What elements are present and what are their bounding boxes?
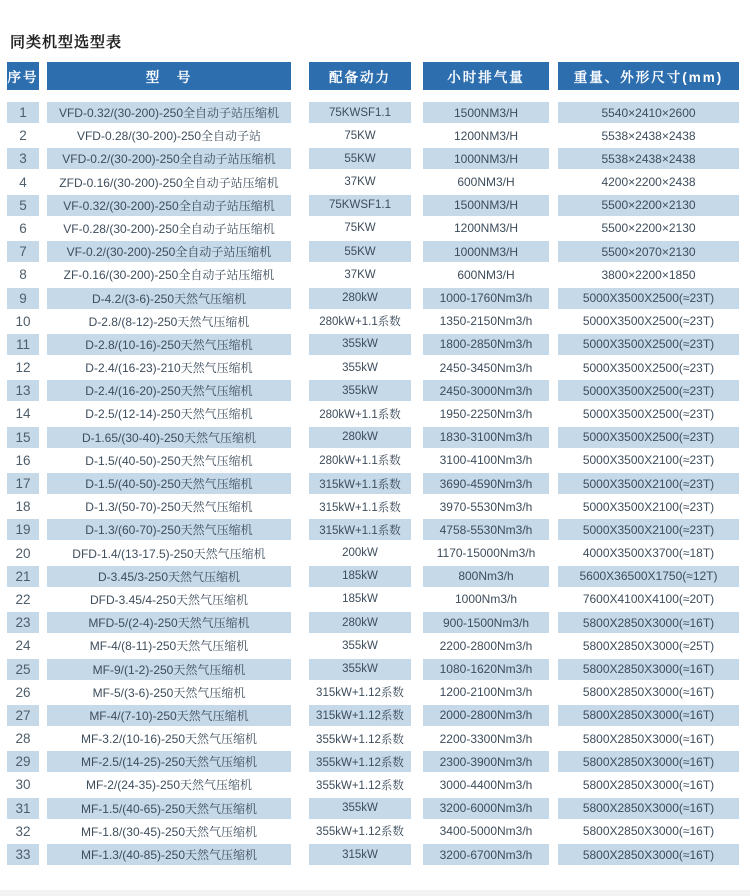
cell-flow: 1000NM3/H: [423, 148, 549, 169]
cell-model: MF-4/(7-10)-250天然气压缩机: [47, 705, 291, 726]
cell-serial: 7: [7, 241, 39, 262]
table-row: [7, 264, 739, 287]
cell-power: 355kW: [309, 798, 411, 819]
cell-dimensions: 5000X3500X2500(≈23T): [558, 311, 739, 332]
table-row: [7, 728, 739, 751]
table-row: [7, 751, 739, 774]
cell-power: 280kW+1.1系数: [309, 403, 411, 424]
page-bottom-edge: [0, 890, 750, 896]
cell-serial: 13: [7, 380, 39, 401]
cell-serial: 9: [7, 288, 39, 309]
cell-serial: 1: [7, 102, 39, 123]
cell-dimensions: 5800X2850X3000(≈16T): [558, 774, 739, 795]
cell-flow: 4758-5530Nm3/h: [423, 519, 549, 540]
column-header-flow: 小时排气量: [423, 62, 549, 90]
cell-flow: 3690-4590Nm3/h: [423, 473, 549, 494]
cell-power: 55KW: [309, 148, 411, 169]
cell-power: 75KWSF1.1: [309, 102, 411, 123]
cell-dimensions: 5500×2200×2130: [558, 195, 739, 216]
table-row: [7, 821, 739, 844]
cell-model: MF-1.5/(40-65)-250天然气压缩机: [47, 798, 291, 819]
cell-serial: 28: [7, 728, 39, 749]
cell-power: 315kW+1.12系数: [309, 682, 411, 703]
cell-serial: 26: [7, 682, 39, 703]
cell-dimensions: 5000X3500X2100(≈23T): [558, 496, 739, 517]
cell-flow: 1800-2850Nm3/h: [423, 334, 549, 355]
cell-power: 315kW+1.1系数: [309, 496, 411, 517]
table-row: [7, 125, 739, 148]
cell-dimensions: 3800×2200×1850: [558, 264, 739, 285]
cell-model: MF-4/(8-11)-250天然气压缩机: [47, 635, 291, 656]
cell-flow: 3200-6700Nm3/h: [423, 844, 549, 865]
cell-flow: 1000NM3/H: [423, 241, 549, 262]
cell-model: VF-0.32/(30-200)-250全自动子站压缩机: [47, 195, 291, 216]
table-row: [7, 357, 739, 380]
cell-dimensions: 5000X3500X2500(≈23T): [558, 357, 739, 378]
cell-power: 75KW: [309, 125, 411, 146]
cell-dimensions: 5000X3500X2500(≈23T): [558, 334, 739, 355]
cell-flow: 3100-4100Nm3/h: [423, 450, 549, 471]
cell-dimensions: 5000X3500X2100(≈23T): [558, 519, 739, 540]
column-header-power: 配备动力: [309, 62, 411, 90]
cell-dimensions: 5000X3500X2500(≈23T): [558, 427, 739, 448]
cell-flow: 1000-1760Nm3/h: [423, 288, 549, 309]
table-row: [7, 473, 739, 496]
cell-dimensions: 5800X2850X3000(≈16T): [558, 659, 739, 680]
cell-serial: 2: [7, 125, 39, 146]
cell-power: 355kW: [309, 635, 411, 656]
cell-model: D-3.45/3-250天然气压缩机: [47, 566, 291, 587]
cell-serial: 14: [7, 403, 39, 424]
column-header-model: 型 号: [47, 62, 291, 90]
cell-serial: 18: [7, 496, 39, 517]
table-row: [7, 612, 739, 635]
cell-flow: 1170-15000Nm3/h: [423, 543, 549, 564]
cell-serial: 15: [7, 427, 39, 448]
table-row: [7, 798, 739, 821]
cell-serial: 19: [7, 519, 39, 540]
cell-model: MF-3.2/(10-16)-250天然气压缩机: [47, 728, 291, 749]
cell-model: DFD-1.4/(13-17.5)-250天然气压缩机: [47, 543, 291, 564]
cell-power: 355kW: [309, 659, 411, 680]
cell-flow: 3200-6000Nm3/h: [423, 798, 549, 819]
cell-flow: 800Nm3/h: [423, 566, 549, 587]
cell-model: D-1.3/(50-70)-250天然气压缩机: [47, 496, 291, 517]
cell-power: 280kW: [309, 288, 411, 309]
cell-flow: 1080-1620Nm3/h: [423, 659, 549, 680]
cell-power: 280kW+1.1系数: [309, 450, 411, 471]
cell-power: 75KW: [309, 218, 411, 239]
cell-dimensions: 5500×2070×2130: [558, 241, 739, 262]
cell-dimensions: 5000X3500X2100(≈23T): [558, 450, 739, 471]
cell-dimensions: 5000X3500X2500(≈23T): [558, 288, 739, 309]
table-row: [7, 311, 739, 334]
cell-dimensions: 5538×2438×2438: [558, 125, 739, 146]
cell-dimensions: 5800X2850X3000(≈16T): [558, 728, 739, 749]
cell-serial: 16: [7, 450, 39, 471]
table-header-row: [7, 62, 739, 90]
cell-flow: 1830-3100Nm3/h: [423, 427, 549, 448]
table-row: [7, 635, 739, 658]
cell-model: D-1.5/(40-50)-250天然气压缩机: [47, 450, 291, 471]
table-row: [7, 566, 739, 589]
cell-power: 37KW: [309, 264, 411, 285]
cell-power: 280kW: [309, 427, 411, 448]
cell-power: 75KWSF1.1: [309, 195, 411, 216]
cell-serial: 10: [7, 311, 39, 332]
cell-flow: 1500NM3/H: [423, 102, 549, 123]
cell-power: 185kW: [309, 566, 411, 587]
table-row: [7, 427, 739, 450]
cell-power: 55KW: [309, 241, 411, 262]
cell-dimensions: 4200×2200×2438: [558, 172, 739, 193]
cell-flow: 600NM3/H: [423, 264, 549, 285]
cell-serial: 33: [7, 844, 39, 865]
cell-model: MF-5/(3-6)-250天然气压缩机: [47, 682, 291, 703]
cell-model: D-4.2/(3-6)-250天然气压缩机: [47, 288, 291, 309]
cell-flow: 1200NM3/H: [423, 125, 549, 146]
cell-dimensions: 5800X2850X3000(≈16T): [558, 798, 739, 819]
table-row: [7, 589, 739, 612]
cell-power: 200kW: [309, 543, 411, 564]
cell-serial: 25: [7, 659, 39, 680]
table-row: [7, 403, 739, 426]
cell-model: VFD-0.2/(30-200)-250全自动子站压缩机: [47, 148, 291, 169]
cell-dimensions: 5600X36500X1750(≈12T): [558, 566, 739, 587]
table-row: [7, 543, 739, 566]
cell-model: MF-1.8/(30-45)-250天然气压缩机: [47, 821, 291, 842]
cell-dimensions: 5800X2850X3000(≈25T): [558, 635, 739, 656]
cell-power: 355kW: [309, 334, 411, 355]
cell-serial: 6: [7, 218, 39, 239]
cell-model: ZF-0.16/(30-200)-250全自动子站压缩机: [47, 264, 291, 285]
cell-flow: 3000-4400Nm3/h: [423, 774, 549, 795]
cell-serial: 31: [7, 798, 39, 819]
cell-power: 355kW+1.12系数: [309, 728, 411, 749]
table-row: [7, 450, 739, 473]
cell-serial: 22: [7, 589, 39, 610]
cell-power: 355kW+1.12系数: [309, 774, 411, 795]
cell-dimensions: 5800X2850X3000(≈16T): [558, 612, 739, 633]
table-row: [7, 172, 739, 195]
cell-flow: 3400-5000Nm3/h: [423, 821, 549, 842]
cell-serial: 8: [7, 264, 39, 285]
cell-serial: 3: [7, 148, 39, 169]
table-row: [7, 195, 739, 218]
cell-power: 355kW: [309, 357, 411, 378]
table-row: [7, 844, 739, 867]
table-row: [7, 496, 739, 519]
cell-power: 280kW: [309, 612, 411, 633]
cell-serial: 11: [7, 334, 39, 355]
cell-model: D-2.4/(16-23)-210天然气压缩机: [47, 357, 291, 378]
cell-dimensions: 5538×2438×2438: [558, 148, 739, 169]
cell-model: D-1.65/(30-40)-250天然气压缩机: [47, 427, 291, 448]
cell-model: D-1.5/(40-50)-250天然气压缩机: [47, 473, 291, 494]
cell-serial: 32: [7, 821, 39, 842]
cell-flow: 1950-2250Nm3/h: [423, 403, 549, 424]
cell-serial: 23: [7, 612, 39, 633]
cell-model: MFD-5/(2-4)-250天然气压缩机: [47, 612, 291, 633]
cell-flow: 2000-2800Nm3/h: [423, 705, 549, 726]
cell-model: VFD-0.28/(30-200)-250全自动子站: [47, 125, 291, 146]
cell-flow: 2300-3900Nm3/h: [423, 751, 549, 772]
table-row: [7, 288, 739, 311]
cell-flow: 1200NM3/H: [423, 218, 549, 239]
cell-power: 315kW+1.1系数: [309, 519, 411, 540]
column-header-serial: 序号: [7, 62, 39, 90]
cell-serial: 20: [7, 543, 39, 564]
cell-model: MF-9/(1-2)-250天然气压缩机: [47, 659, 291, 680]
table-row: [7, 682, 739, 705]
table-row: [7, 380, 739, 403]
cell-power: 280kW+1.1系数: [309, 311, 411, 332]
cell-model: DFD-3.45/4-250天然气压缩机: [47, 589, 291, 610]
cell-flow: 900-1500Nm3/h: [423, 612, 549, 633]
cell-power: 37KW: [309, 172, 411, 193]
cell-serial: 27: [7, 705, 39, 726]
cell-flow: 3970-5530Nm3/h: [423, 496, 549, 517]
cell-dimensions: 5000X3500X2100(≈23T): [558, 473, 739, 494]
cell-dimensions: 5540×2410×2600: [558, 102, 739, 123]
cell-dimensions: 5000X3500X2500(≈23T): [558, 380, 739, 401]
cell-model: VF-0.2/(30-200)-250全自动子站压缩机: [47, 241, 291, 262]
cell-model: MF-2.5/(14-25)-250天然气压缩机: [47, 751, 291, 772]
cell-dimensions: 5800X2850X3000(≈16T): [558, 705, 739, 726]
cell-flow: 1200-2100Nm3/h: [423, 682, 549, 703]
cell-flow: 2450-3450Nm3/h: [423, 357, 549, 378]
cell-flow: 2200-2800Nm3/h: [423, 635, 549, 656]
cell-flow: 1000Nm3/h: [423, 589, 549, 610]
cell-power: 315kW: [309, 844, 411, 865]
cell-flow: 2450-3000Nm3/h: [423, 380, 549, 401]
table-row: [7, 519, 739, 542]
cell-serial: 12: [7, 357, 39, 378]
cell-power: 185kW: [309, 589, 411, 610]
cell-serial: 30: [7, 774, 39, 795]
cell-model: D-2.5/(12-14)-250天然气压缩机: [47, 403, 291, 424]
cell-power: 355kW+1.12系数: [309, 821, 411, 842]
table-row: [7, 148, 739, 171]
table-body: [7, 102, 739, 867]
cell-dimensions: 7600X4100X4100(≈20T): [558, 589, 739, 610]
cell-flow: 2200-3300Nm3/h: [423, 728, 549, 749]
table-row: [7, 218, 739, 241]
cell-power: 315kW+1.1系数: [309, 473, 411, 494]
table-row: [7, 659, 739, 682]
table-row: [7, 774, 739, 797]
table-row: [7, 102, 739, 125]
cell-model: MF-2/(24-35)-250天然气压缩机: [47, 774, 291, 795]
cell-power: 355kW+1.12系数: [309, 751, 411, 772]
cell-flow: 1350-2150Nm3/h: [423, 311, 549, 332]
cell-dimensions: 5800X2850X3000(≈16T): [558, 821, 739, 842]
cell-serial: 24: [7, 635, 39, 656]
cell-serial: 4: [7, 172, 39, 193]
page-title: 同类机型选型表: [10, 34, 123, 51]
cell-dimensions: 5000X3500X2500(≈23T): [558, 403, 739, 424]
cell-dimensions: 5500×2200×2130: [558, 218, 739, 239]
table-row: [7, 705, 739, 728]
cell-model: MF-1.3/(40-85)-250天然气压缩机: [47, 844, 291, 865]
cell-serial: 5: [7, 195, 39, 216]
table-row: [7, 241, 739, 264]
cell-model: D-1.3/(60-70)-250天然气压缩机: [47, 519, 291, 540]
cell-dimensions: 4000X3500X3700(≈18T): [558, 543, 739, 564]
table-row: [7, 334, 739, 357]
cell-serial: 21: [7, 566, 39, 587]
cell-model: VF-0.28/(30-200)-250全自动子站压缩机: [47, 218, 291, 239]
cell-dimensions: 5800X2850X3000(≈16T): [558, 751, 739, 772]
cell-serial: 17: [7, 473, 39, 494]
column-header-dimensions: 重量、外形尺寸(mm): [558, 62, 739, 90]
cell-power: 355kW: [309, 380, 411, 401]
cell-serial: 29: [7, 751, 39, 772]
cell-flow: 600NM3/H: [423, 172, 549, 193]
cell-model: D-2.4/(16-20)-250天然气压缩机: [47, 380, 291, 401]
cell-model: D-2.8/(10-16)-250天然气压缩机: [47, 334, 291, 355]
cell-dimensions: 5800X2850X3000(≈16T): [558, 844, 739, 865]
cell-power: 315kW+1.12系数: [309, 705, 411, 726]
cell-model: VFD-0.32/(30-200)-250全自动子站压缩机: [47, 102, 291, 123]
cell-flow: 1500NM3/H: [423, 195, 549, 216]
cell-model: D-2.8/(8-12)-250天然气压缩机: [47, 311, 291, 332]
cell-dimensions: 5800X2850X3000(≈16T): [558, 682, 739, 703]
cell-model: ZFD-0.16/(30-200)-250全自动子站压缩机: [47, 172, 291, 193]
